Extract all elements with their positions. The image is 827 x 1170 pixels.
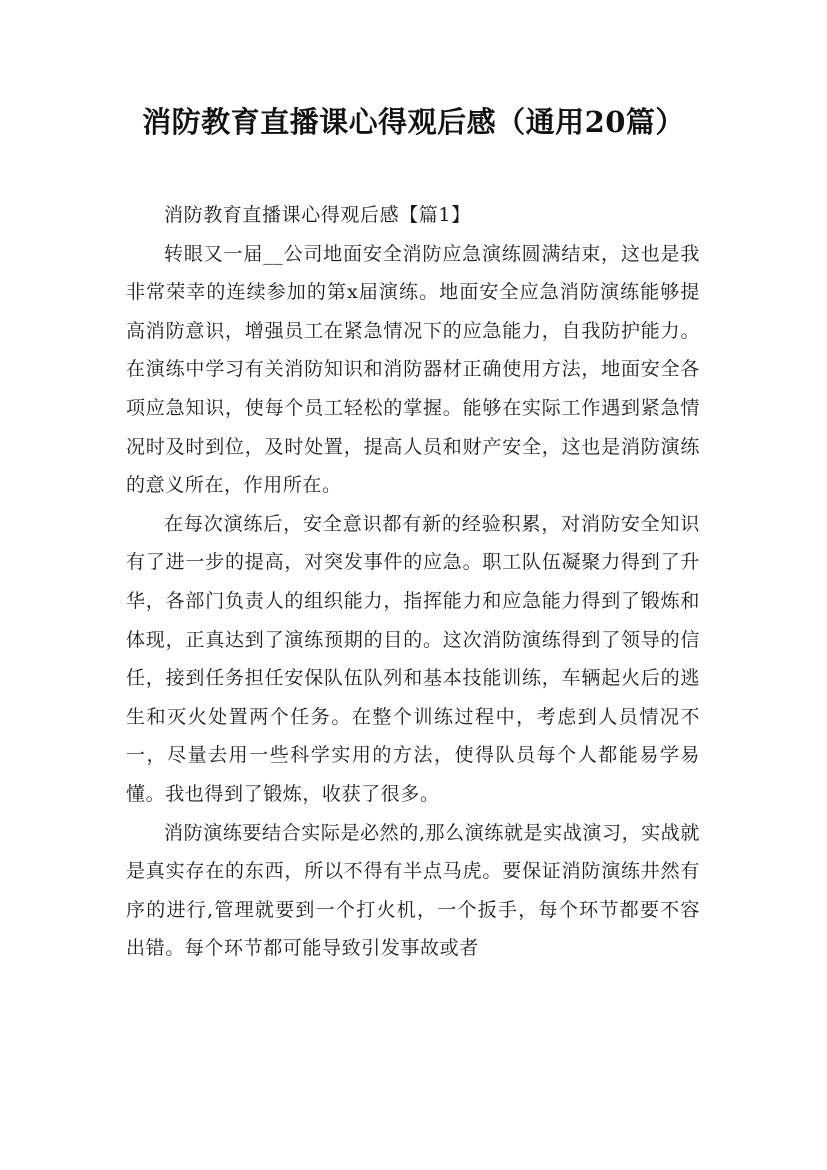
document-title: 消防教育直播课心得观后感（通用20篇） [142,105,685,139]
paragraph-2: 在每次演练后，安全意识都有新的经验积累，对消防安全知识有了进一步的提高，对突发事件的应急。职工队伍凝聚力得到了升华，各部门负责人的组织能力，指挥能力和应急能力得到了锻炼和体现，正真达到了演练预期的目的。这次消防演练得到了领导的信任，接到任务担任安保队伍队列和基本技能训练，车辆起火后的逃生和灭火处置两个任务。在整个训练过程中，考虑到人员情况不一，尽量去用一些科学实用的方法，使得队员每个人都能易学易懂。我也得到了锻炼，收获了很多。 [126,512,700,805]
paragraph-1: 转眼又一届__公司地面安全消防应急演练圆满结束，这也是我非常荣幸的连续参加的第x届演练。地面安全应急消防演练能够提高消防意识，增强员工在紧急情况下的应急能力，自我防护能力。在演练中学习有关消防知识和消防器材正确使用方法，地面安全各项应急知识，使每个员工轻松的掌握。能够在实际工作遇到紧急情况时及时到位，及时处置，提高人员和财产安全，这也是消防演练的意义所在，作用所在。 [126,242,700,497]
paragraph-3: 消防演练要结合实际是必然的,那么演练就是实战演习，实战就是真实存在的东西，所以不得有半点马虎。要保证消防演练井然有序的进行,管理就要到一个打火机，一个扳手，每个环节都要不容出错。每个环节都可能导致引发事故或者 [126,821,700,960]
section-heading: 消防教育直播课心得观后感【篇1】 [164,204,471,226]
document-body [126,196,700,968]
